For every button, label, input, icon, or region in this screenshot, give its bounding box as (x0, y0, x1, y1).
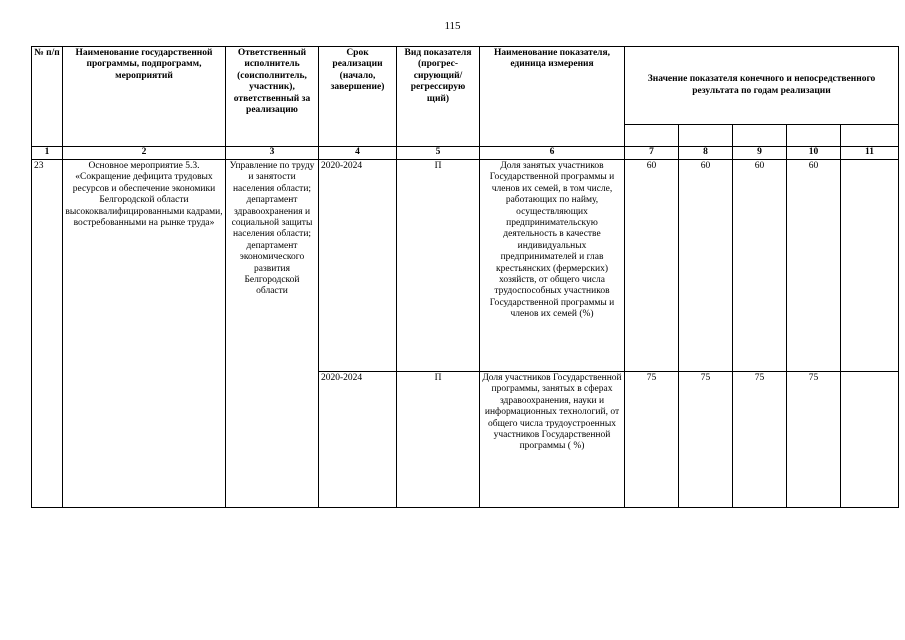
column-number: 7 (625, 147, 679, 160)
column-number: 2 (63, 147, 226, 160)
year-cell-9 (733, 125, 787, 147)
header-program-name: Наименование государственной программы, подпрограмм, мероприятий (63, 47, 226, 147)
column-number: 6 (480, 147, 625, 160)
header-period: Срок реализации (начало, завершение) (319, 47, 397, 147)
indicator-value: 75 (625, 372, 679, 508)
column-number: 4 (319, 147, 397, 160)
indicators-table (31, 46, 899, 508)
column-number: 1 (32, 147, 63, 160)
year-cell-11 (841, 125, 899, 147)
year-cell-7 (625, 125, 679, 147)
column-number: 10 (787, 147, 841, 160)
page-number: 115 (444, 20, 461, 32)
header-indicator-type: Вид показателя (прогрес-сирующий/ регрессирую щий) (397, 47, 480, 147)
indicator-value: 60 (733, 160, 787, 372)
indicator-period: 2020-2024 (319, 372, 397, 508)
year-cell-10 (787, 125, 841, 147)
indicator-value: 75 (679, 372, 733, 508)
indicator-value: 60 (625, 160, 679, 372)
row-number: 23 (32, 160, 63, 508)
header-number: № п/п (32, 47, 63, 147)
indicator-period: 2020-2024 (319, 160, 397, 372)
header-indicator-name: Наименование показателя, единица измерения (480, 47, 625, 147)
indicator-name: Доля участников Государственной программы, занятых в сферах здравоохранения, науки и информационных технологий, от общего числа трудоустроенных участников Государственной программы ( %) (480, 372, 625, 508)
column-number: 9 (733, 147, 787, 160)
column-number: 5 (397, 147, 480, 160)
indicator-value: 75 (787, 372, 841, 508)
column-number: 11 (841, 147, 899, 160)
column-number: 8 (679, 147, 733, 160)
indicator-name: Доля занятых участников Государственной программы и членов их семей, в том числе, работающих по найму, осуществляющих предпринимательскую деятельность в качестве индивидуальных предпринимателей и глав крестьянских (фермерских) хозяйств, от общего числа трудоспособных участников Государственной программы и членов их семей (%) (480, 160, 625, 372)
indicator-value: 60 (787, 160, 841, 372)
header-responsible: Ответственный исполнитель (соисполнитель, участник), ответственный за реализацию (226, 47, 319, 147)
indicator-value: 60 (679, 160, 733, 372)
indicator-value (841, 372, 899, 508)
row-responsible: Управление по труду и занятости населения области; департамент здравоохранения и социальной защиты населения области; департамент экономического развития Белгородской области (226, 160, 319, 508)
column-number: 3 (226, 147, 319, 160)
table-row (32, 160, 899, 372)
indicator-value (841, 160, 899, 372)
indicator-type: П (397, 160, 480, 372)
row-program-name: Основное мероприятие 5.3. «Сокращение дефицита трудовых ресурсов и обеспечение экономики Белгородской области высококвалифицированными кадрами, востребованными на рынке труда» (63, 160, 226, 508)
year-cell-8 (679, 125, 733, 147)
indicator-type: П (397, 372, 480, 508)
indicator-value: 75 (733, 372, 787, 508)
header-indicator-values: Значение показателя конечного и непосредственного результата по годам реализации (625, 47, 899, 125)
